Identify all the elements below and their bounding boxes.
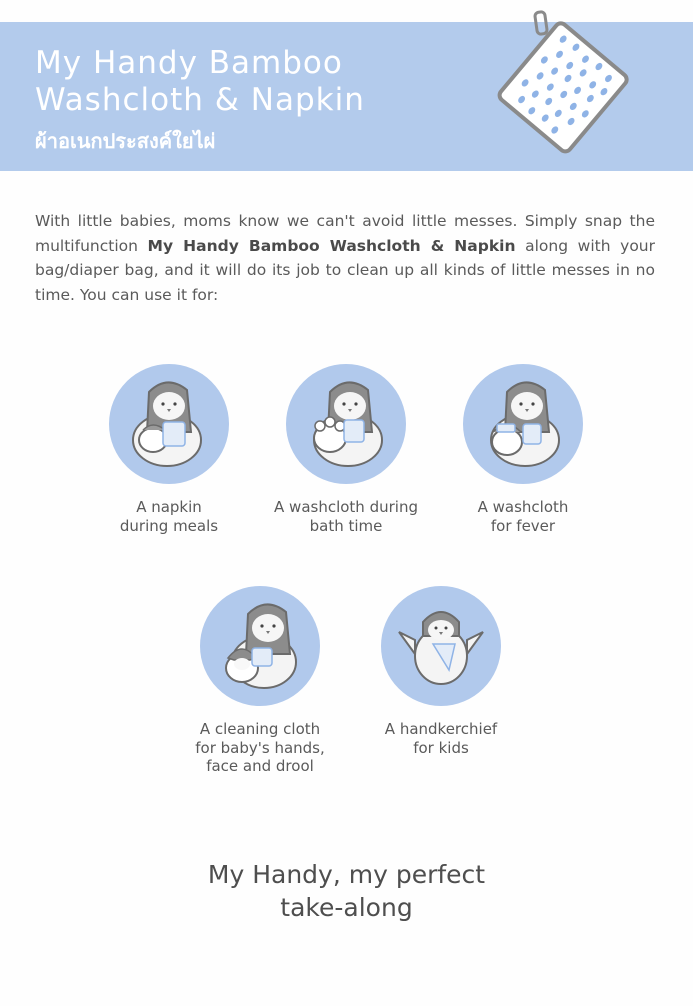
tagline: My Handy, my perfect take-along (207, 860, 486, 922)
use-item-fever (433, 362, 613, 535)
use-caption-bath: A washcloth during bath time (274, 498, 418, 535)
title-line-2: Washcloth & Napkin (35, 82, 365, 118)
use-caption-cleaning: A cleaning cloth for baby's hands, face and drool (195, 720, 325, 775)
product-name: My Handy Bamboo Washcloth & Napkin (147, 236, 516, 255)
use-caption-fever: A washcloth for fever (477, 498, 569, 535)
intro-text-end: along with your bag/diaper bag, and it will do its job to clean up all kinds of little messes in no time. You can use it for: (35, 236, 656, 304)
use-item-bath (256, 362, 436, 535)
use-caption-napkin: A napkin during meals (119, 498, 219, 535)
penguin-wiping-baby-icon (198, 584, 322, 708)
title-line-1: My Handy Bamboo (35, 45, 343, 81)
title-thai: ผ้าอเนกประสงค์ใยไผ่ (35, 129, 216, 153)
penguin-fever-baby-icon (461, 362, 585, 486)
use-item-handkerchief (351, 584, 531, 757)
penguin-bathing-baby-icon (284, 362, 408, 486)
intro-paragraph (35, 209, 655, 307)
intro-text: With little babies, moms know we can't avoid little messes. Simply snap the multifunction (35, 212, 655, 255)
penguin-feeding-baby-icon (107, 362, 231, 486)
washcloth-icon (488, 8, 638, 158)
penguin-kid-handkerchief-icon (379, 584, 503, 708)
use-item-napkin (79, 362, 259, 535)
use-item-cleaning (170, 584, 350, 776)
use-caption-handkerchief: A handkerchief for kids (384, 720, 498, 757)
